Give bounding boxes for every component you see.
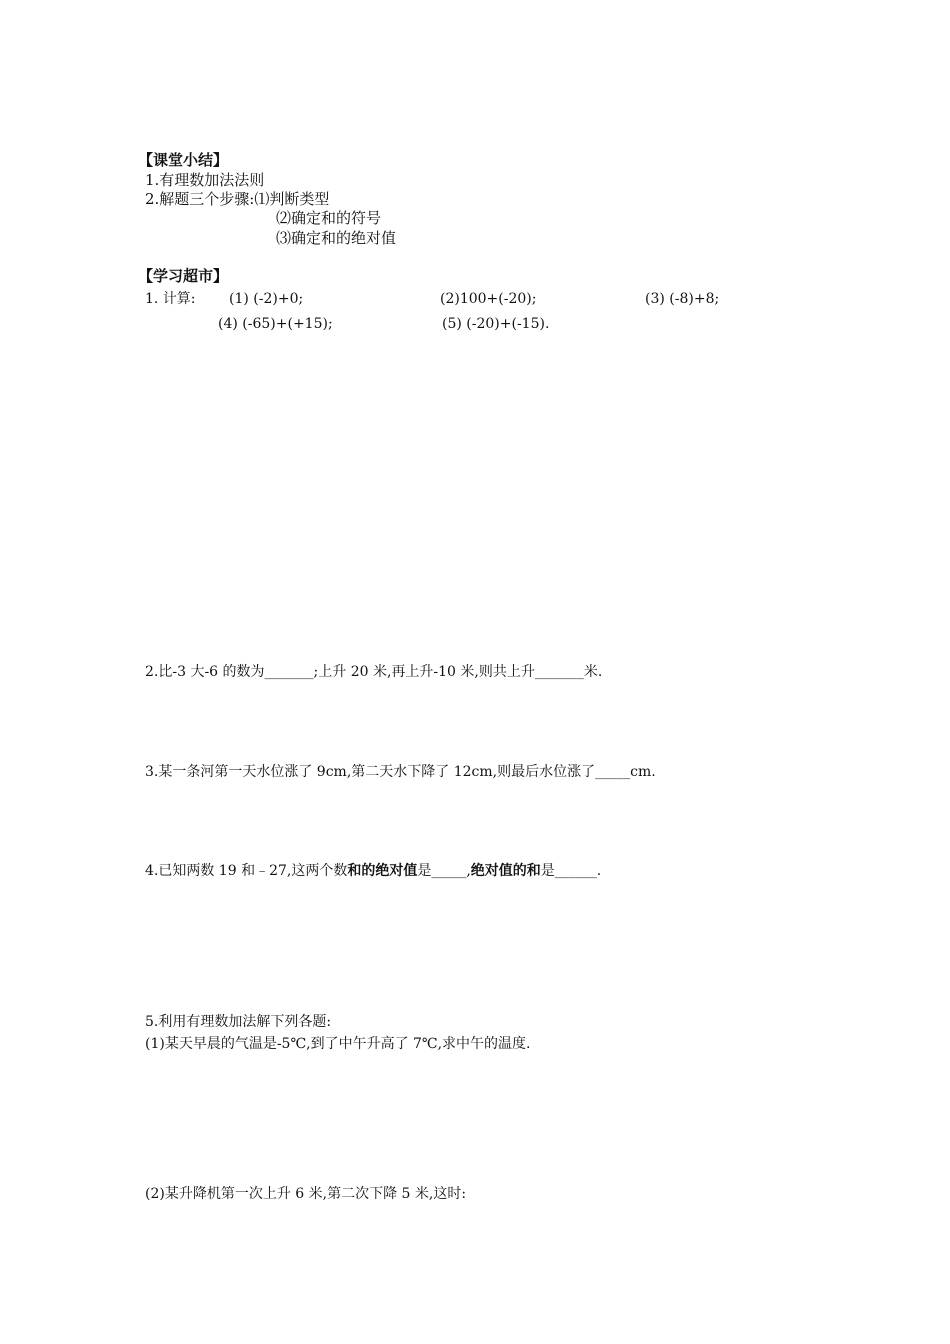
summary-step-2: ⑵确定和的符号 bbox=[276, 209, 382, 227]
question-4-bold-abs-sum: 绝对值的和 bbox=[470, 863, 541, 879]
question-5-title: 5.利用有理数加法解下列各题: bbox=[145, 1014, 332, 1030]
question-1-part-4: (4) (-65)+(+15); bbox=[218, 316, 333, 332]
summary-heading: 【课堂小结】 bbox=[138, 151, 229, 169]
question-4-text-2: 是_____, bbox=[417, 863, 471, 879]
question-5-sub-1: (1)某天早晨的气温是-5℃,到了中午升高了 7℃,求中午的温度. bbox=[145, 1036, 531, 1052]
question-1-part-5: (5) (-20)+(-15). bbox=[442, 316, 550, 332]
question-5-sub-2: (2)某升降机第一次上升 6 米,第二次下降 5 米,这时: bbox=[145, 1186, 467, 1202]
question-4 bbox=[145, 861, 601, 881]
question-3: 3.某一条河第一天水位涨了 9cm,第二天水下降了 12cm,则最后水位涨了_____cm. bbox=[145, 764, 656, 780]
question-4-text-1: 4.已知两数 19 和﹣27,这两个数 bbox=[145, 863, 348, 879]
question-4-text-3: 是______. bbox=[540, 863, 602, 879]
question-1-part-3: (3) (-8)+8; bbox=[645, 291, 720, 307]
question-2: 2.比-3 大-6 的数为_______;上升 20 米,再上升-10 米,则共上升_______米. bbox=[145, 664, 603, 680]
summary-item-2: 2.解题三个步骤:⑴判断类型 bbox=[145, 190, 330, 208]
summary-item-1: 1.有理数加法法则 bbox=[145, 171, 265, 189]
market-heading: 【学习超市】 bbox=[138, 267, 229, 285]
question-1-prefix: 1. 计算: bbox=[145, 291, 196, 307]
question-1-part-2: (2)100+(-20); bbox=[440, 291, 537, 307]
question-4-bold-sum-abs: 和的绝对值 bbox=[347, 863, 418, 879]
question-1-part-1: (1) (-2)+0; bbox=[229, 291, 304, 307]
summary-step-3: ⑶确定和的绝对值 bbox=[276, 229, 397, 247]
